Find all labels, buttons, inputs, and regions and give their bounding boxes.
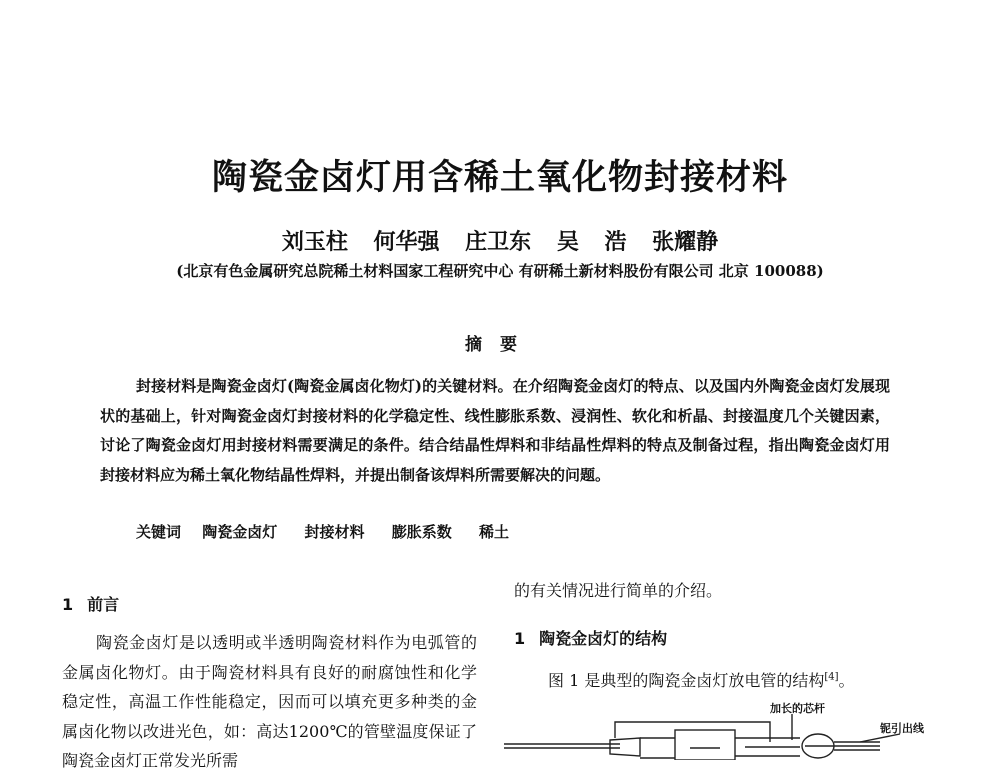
paper-title: 陶瓷金卤灯用含稀土氧化物封接材料	[211, 158, 788, 198]
affiliation: (北京有色金属研究总院稀土材料国家工程研究中心 有研稀土新材料股份有限公司 北京 100088)	[176, 262, 824, 280]
figure-intro-end: 。	[838, 671, 855, 690]
authors: 刘玉柱 何华强 庄卫东 吴 浩 张耀静	[281, 229, 719, 255]
intro-paragraph: 陶瓷金卤灯是以透明或半透明陶瓷材料作为电弧管的金属卤化物灯。由于陶瓷材料具有良好的耐腐蚀性和化学稳定性，高温工作性能稳定，因而可以填充更多种类的金属卤化物以改进光色，如：高达1200℃的管壁温度保证了陶瓷金卤灯正常发光所需	[62, 633, 477, 770]
citation: [4]	[824, 671, 839, 683]
keywords	[136, 521, 531, 542]
section-title: 前言	[87, 595, 120, 614]
section-title: 陶瓷金卤灯的结构	[539, 629, 668, 648]
figure-intro: 图 1 是典型的陶瓷金卤灯放电管的结构	[548, 671, 825, 690]
discharge-tube-figure	[500, 700, 940, 760]
section-number: 1	[514, 629, 526, 648]
section-heading-structure	[514, 626, 667, 649]
keyword: 稀土	[479, 523, 510, 541]
figure-label-core: 加长的芯杆	[770, 702, 825, 715]
keyword: 陶瓷金卤灯	[202, 523, 278, 541]
discharge-tube-diagram	[500, 700, 940, 760]
figure-label-lead: 铌引出线	[880, 722, 924, 735]
figure-intro-text	[548, 668, 855, 691]
section-heading-intro	[62, 592, 119, 615]
keywords-label: 关键词	[136, 523, 182, 541]
continuation-text: 的有关情况进行简单的介绍。	[514, 581, 723, 600]
keyword: 封接材料	[304, 523, 365, 541]
abstract-text: 封接材料是陶瓷金卤灯(陶瓷金属卤化物灯)的关键材料。在介绍陶瓷金卤灯的特点、以及国内外陶瓷金卤灯发展现状的基础上，针对陶瓷金卤灯封接材料的化学稳定性、线性膨胀系数、浸润性、软化和析晶、封接温度几个关键因素，讨论了陶瓷金卤灯用封接材料需要满足的条件。结合结晶性焊料和非结晶性焊料的特点及制备过程，指出陶瓷金卤灯用封接材料应为稀土氧化物结晶性焊料，并提出制备该焊料所需要解决的问题。	[100, 377, 890, 484]
section-number: 1	[62, 595, 74, 614]
abstract-heading: 摘要	[465, 335, 535, 355]
keyword: 膨胀系数	[391, 523, 452, 541]
